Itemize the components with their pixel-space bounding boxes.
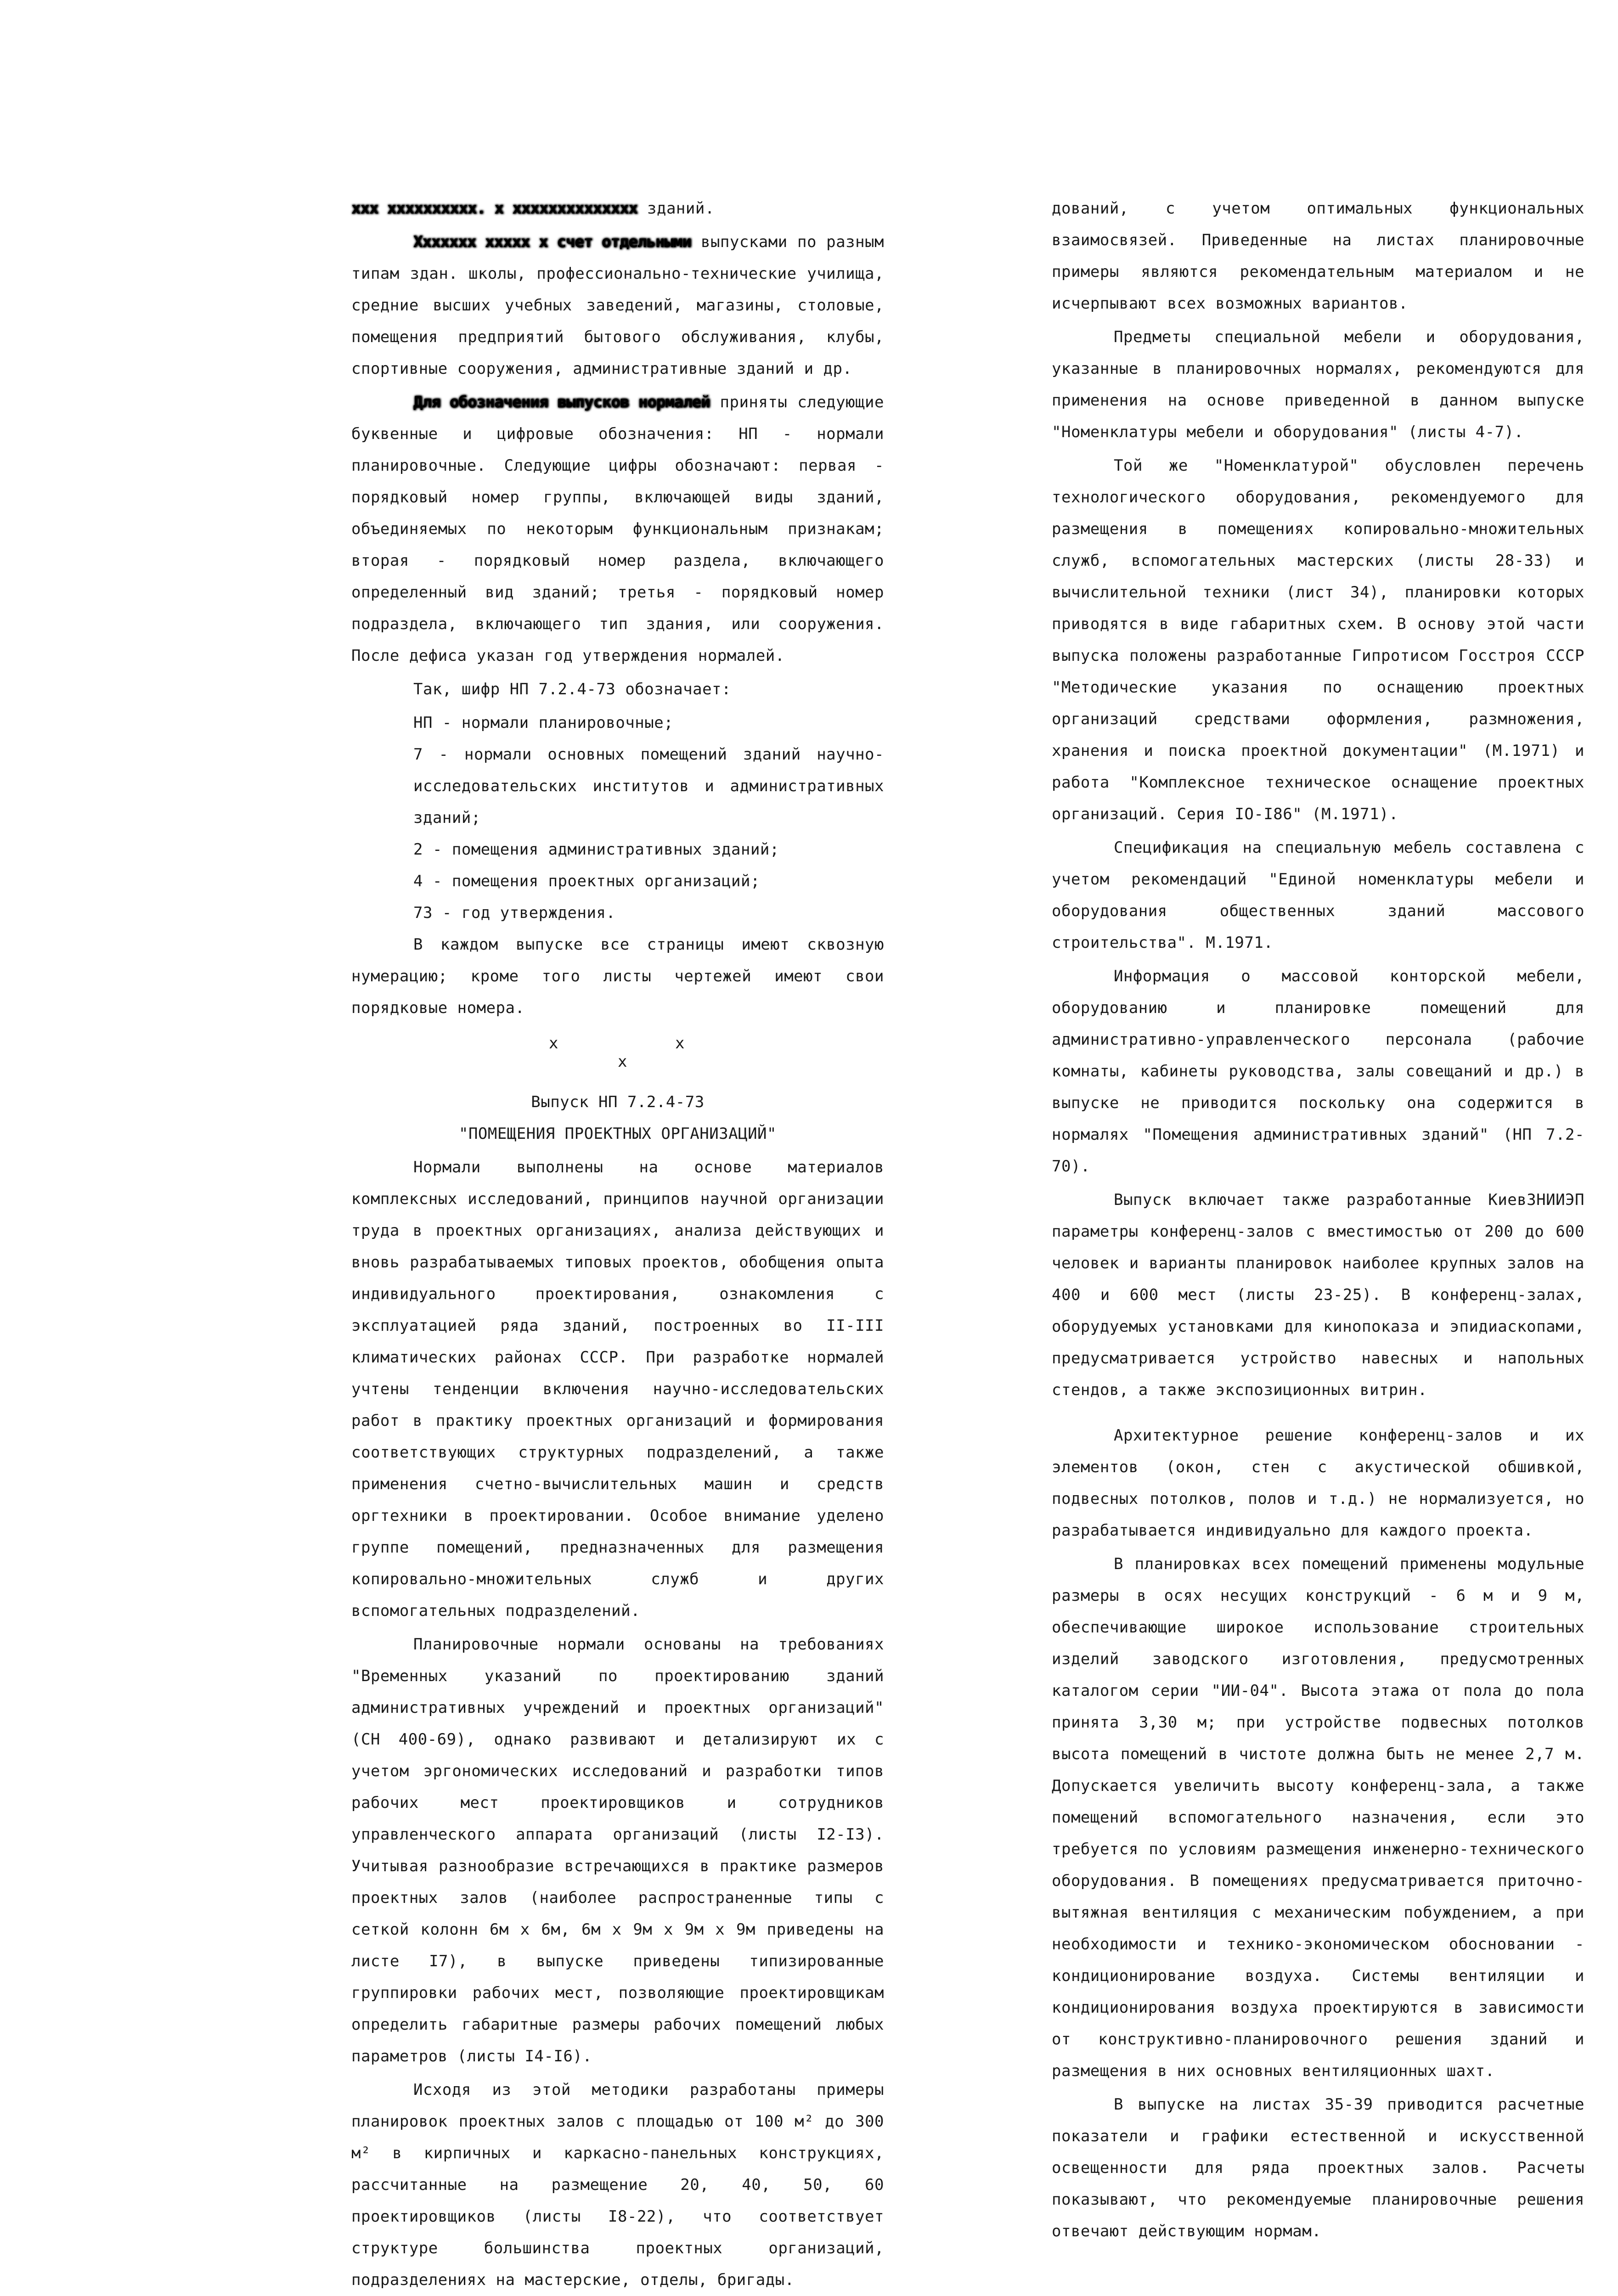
paragraph: Спецификация на специальную мебель составлена с учетом рекомендаций "Единой номенклатуры мебели и оборудования общественных зданий массового строительства". М.1971. [1052,838,1584,952]
paragraph: В каждом выпуске все страницы имеют сквозную нумерацию; кроме того листы чертежей имеют свои порядковые номера. [351,935,884,1017]
redacted-text: ххх хххххххххх. х хххххххххххххх [351,199,638,218]
paragraph: Информация о массовой конторской мебели, оборудованию и планировке помещений для административно-управленческого персонала (рабочие комнаты, кабинеты руководства, залы совещаний и др.) в выпуске не приводится поскольку она содержится в нормалях "Помещения административных зданий" (НП 7.2-70). [1052,967,1584,1176]
paragraph: Планировочные нормали основаны на требованиях "Временных указаний по проектированию зданий административных учреждений и проектных организаций" (СН 400-69), однако развивают и детализируют их с учетом эргономических исследований и разработки типов рабочих мест проектировщиков и сотрудников управленческого аппарата организаций (листы I2-I3). Учитывая разнообразие встречающихся в практике размеров проектных залов (наиболее распространенные типы с сеткой колонн 6м x 6м, 6м x 9м x 9м x 9м приведены на листе I7), в выпуске приведены типизированные группировки рабочих мест, позволяющие проектировщикам определить габаритные размеры рабочих помещений любых параметров (листы I4-I6). [351,1635,884,2065]
section-title: Выпуск НП 7.2.4-73 [531,1093,705,1111]
paragraph: Так, шифр НП 7.2.4-73 обозначает: [413,680,732,698]
paragraph: Выпуск включает также разработанные КиевЗНИИЭП параметры конференц-залов с вместимостью от 200 до 600 человек и варианты планировок наиболее крупных залов на 400 и 600 мест (листы 23-25). В конференц-залах, оборудуемых установками для кинопоказа и эпидиаскопами, предусматривается устройство навесных и напольных стендов, а также экспозиционных витрин. [1052,1191,1584,1399]
paragraph: Исходя из этой методики разработаны примеры планировок проектных залов с площадью от 100 м² до 300 м² в кирпичных и каркасно-панельных конструкциях, рассчитанные на размещение 20, 40, 50, 60 проектировщиков (листы I8-22), что соответствует структуре большинства проектных организаций, подразделениях на мастерские, отделы, бригады. [351,2081,884,2289]
paragraph: В планировках всех помещений применены модульные размеры в осях несущих конструкций - 6 м и 9 м, обеспечивающие широкое использование строительных изделий заводского изготовления, предусмотренных каталогом серии "ИИ-04". Высота этажа от пола до пола принята 3,30 м; при устройстве подвесных потолков высота помещений в чистоте должна быть не менее 2,7 м. Допускается увеличить высоту конференц-зала, а также помещений вспомогательного назначения, если это требуется по условиям размещения инженерно-технического оборудования. В помещениях предусматривается приточно-вытяжная вентиляция с механическим побуждением, а при необходимости и технико-экономическом обосновании - кондиционирование воздуха. Системы вентиляции и кондиционирования воздуха проектируются в зависимости от конструктивно-планировочного решения зданий и размещения в них основных вентиляционных шахт. [1052,1555,1584,2080]
list-item: НП - нормали планировочные; [413,714,674,732]
paragraph: Той же "Номенклатурой" обусловлен перечень технологического оборудования, рекомендуемого для размещения в помещениях копировально-множительных служб, вспомогательных мастерских (листы 28-33) и вычислительной техники (лист 34), планировки которых приводятся в виде габаритных схем. В основу этой части выпуска положены разработанные Гипротисом Госстроя СССР "Методические указания по оснащению проектных организаций средствами оформления, размножения, хранения и поиска проектной документации" (М.1971) и работа "Комплексное техническое оснащение проектных организаций. Серия IO-I86" (М.1971). [1052,456,1584,823]
section-subtitle: "ПОМЕЩЕНИЯ ПРОЕКТНЫХ ОРГАНИЗАЦИЙ" [458,1125,777,1143]
paragraph: Нормали выполнены на основе материалов комплексных исследований, принципов научной организации труда в проектных организациях, анализа действующих и вновь разрабатываемых типовых проектов, обобщения опыта индивидуального проектирования, ознакомления с эксплуатацией ряда зданий, построенных во II-III климатических районах СССР. При разработке нормалей учтены тенденции включения научно-исследовательских работ в практику проектных организаций и формирования соответствующих структурных подразделений, а также применения счетно-вычислительных машин и средств оргтехники в проектировании. Особое внимание уделено группе помещений, предназначенных для размещения копировально-множительных служб и других вспомогательных подразделений. [351,1158,884,1620]
left-column [351,193,884,2296]
intro-line: ххх хххххххххх. х хххххххххххххх зданий. [351,199,715,218]
list-item: 2 - помещения административных зданий; [413,840,779,859]
paragraph: В выпуске на листах 35-39 приводится расчетные показатели и графики естественной и искусственной освещенности для ряда проектных залов. Расчеты показывают, что рекомендуемые планировочные решения отвечают действующим нормам. [1052,2095,1584,2240]
list-item: 7 - нормали основных помещений зданий научно-исследовательских институтов и административных зданий; [413,745,884,827]
list-item: 4 - помещения проектных организаций; [413,872,760,890]
paragraph: Предметы специальной мебели и оборудования, указанные в планировочных нормалях, рекомендуются для применения на основе приведенной в данном выпуске "Номенклатуры мебели и оборудования" (листы 4-7). [1052,328,1584,441]
paragraph: Архитектурное решение конференц-залов и их элементов (окон, стен с акустической обшивкой, подвесных потолков, полов и т.д.) не нормализуется, но разрабатывается индивидуально для каждого проекта. [1052,1426,1584,1540]
redacted-text: Ххххххх ххххх х счет отдельными [413,233,691,251]
list-item: 73 - год утверждения. [413,904,616,922]
redacted-text: Для обозначения выпусков нормалей [413,393,710,411]
paragraph: Для обозначения выпусков нормалей приняты следующие буквенные и цифровые обозначения: НП - нормали планировочные. Следующие цифры обозначают: первая - порядковый номер группы, включающей виды зданий, объединяемых по некоторым функциональным признакам; вторая - порядковый номер раздела, включающего определенный вид зданий; третья - порядковый номер подраздела, включающего тип здания, или сооружения. После дефиса указан год утверждения нормалей. [351,393,884,665]
section-separator: x x x [549,1034,685,1071]
paragraph: дований, с учетом оптимальных функциональных взаимосвязей. Приведенные на листах планировочные примеры являются рекомендательным материалом и не исчерпывают всех возможных вариантов. [1052,199,1584,313]
right-column [1052,193,1584,2249]
paragraph: Ххххххх ххххх х счет отдельными выпусками по разным типам здан. школы, профессионально-технические училища, средние высших учебных заведений, магазины, столовые, помещения предприятий бытового обслуживания, клубы, спортивные сооружения, административные зданий и др. [351,233,884,378]
